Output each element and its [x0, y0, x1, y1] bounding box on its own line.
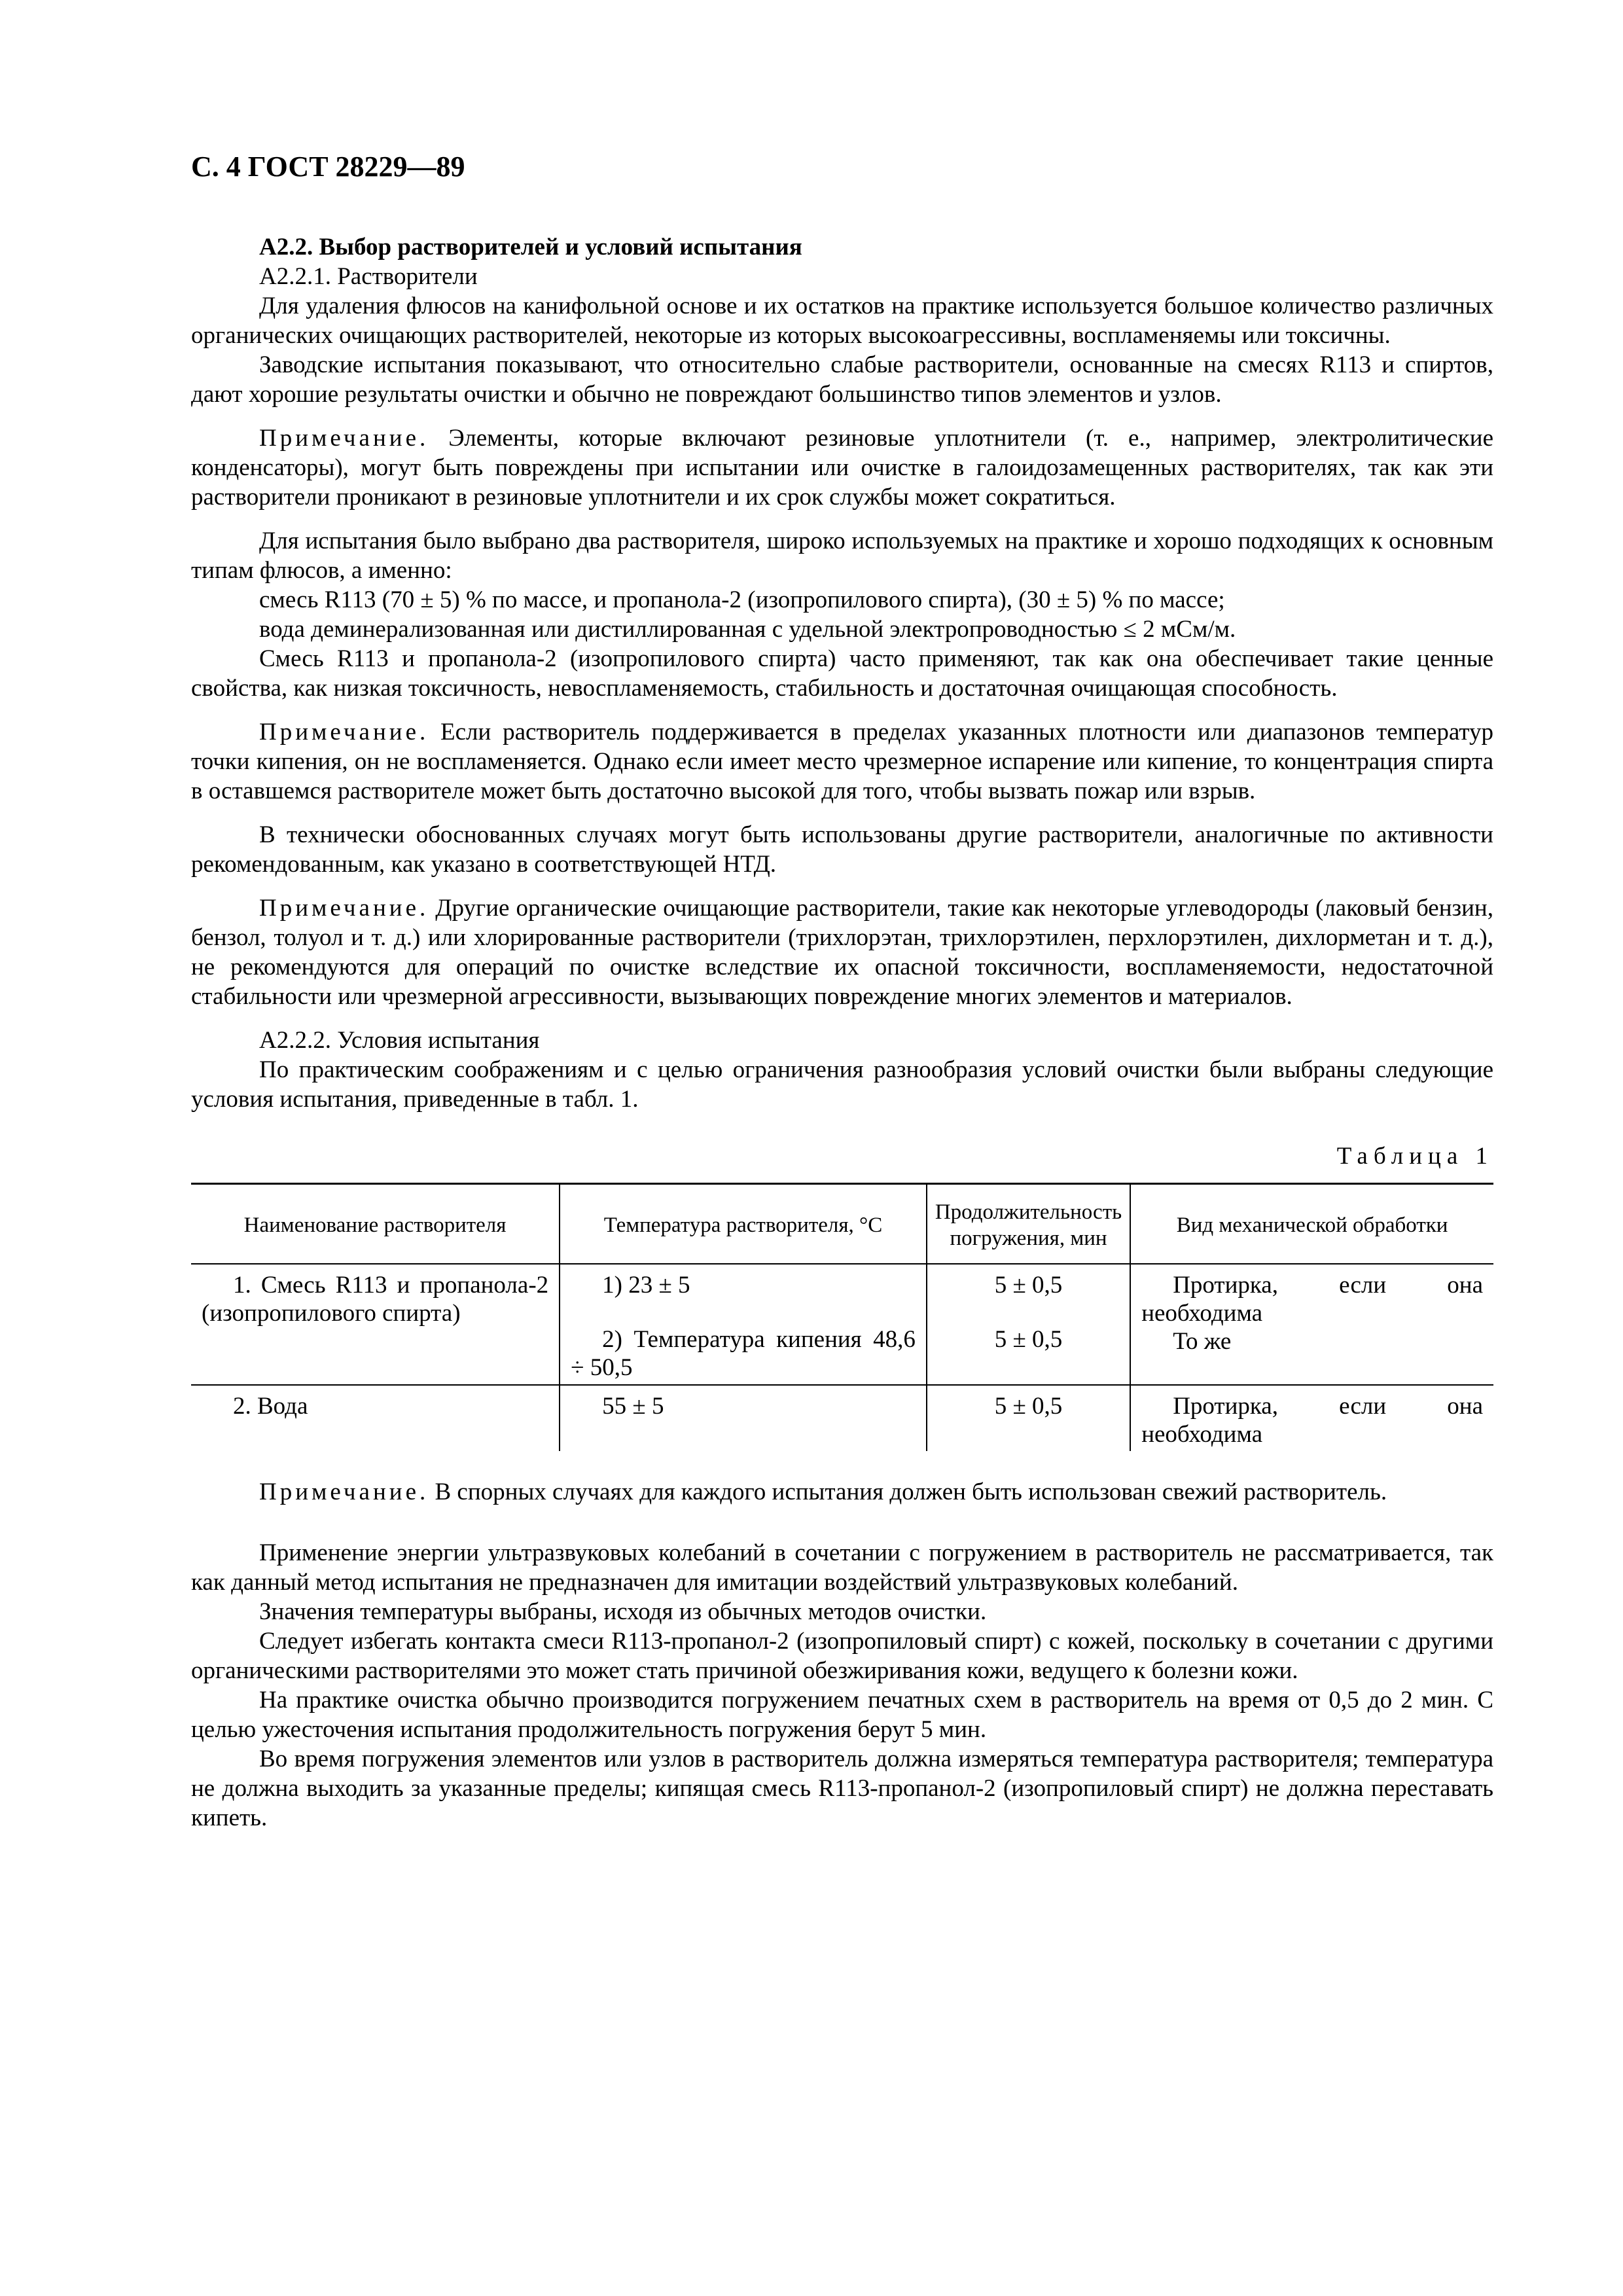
table-cell: 2. Вода: [233, 1393, 308, 1420]
paragraph: На практике очистка обычно производится погружением печатных схем в растворитель на время от 0,5 до 2 мин. С целью ужесточения испытания продолжительность погружения берут 5 мин.: [191, 1687, 1493, 1743]
note-label: Примечание.: [259, 1479, 429, 1505]
note-text: Если растворитель поддерживается в пределах указанных плотности или диапазонов температур точки кипения, он не воспламеняется. Однако если имеет место чрезмерное испарение или кипение, то концентрация спирта в оставшемся растворителе может быть достаточно высокой для того, чтобы вызвать пожар или взрыв.: [191, 719, 1493, 804]
page-header: С. 4 ГОСТ 28229—89: [191, 151, 465, 183]
list-item: смесь R113 (70 ± 5) % по массе, и пропанола-2 (изопропилового спирта), (30 ± 5) % по массе;: [259, 586, 1225, 613]
column-header: Продолжительность погружения, мин: [927, 1184, 1130, 1265]
paragraph: Применение энергии ультразвуковых колебаний в сочетании с погружением в растворитель не рассматривается, так как данный метод испытания не предназначен для имитации воздействий ультразвуковых колебаний.: [191, 1539, 1493, 1596]
subsection-title-conditions: А2.2.2. Условия испытания: [259, 1027, 540, 1054]
note-label: Примечание.: [259, 719, 429, 745]
paragraph: В технически обоснованных случаях могут быть использованы другие растворители, аналогичные по активности рекомендованным, как указано в соответствующей НТД.: [191, 821, 1493, 878]
note-text: Элементы, которые включают резиновые уплотнители (т. е., например, электролитические конденсаторы), могут быть повреждены при испытании или очистке в галоидозамещенных растворителях, так как эти растворители проникают в резиновые уплотнители и их срок службы может сократиться.: [191, 425, 1493, 511]
note: [191, 1477, 1493, 1507]
table-cell: 5 ± 0,5 5 ± 0,5: [927, 1264, 1130, 1385]
table-cell: Протирка, если она необходима: [1130, 1385, 1493, 1451]
table-cell: 1. Смесь R113 и пропанола-2 (изопропилового спирта): [191, 1264, 560, 1385]
paragraph: По практическим соображениям и с целью ограничения разнообразия условий очистки были выбраны следующие условия испытания, приведенные в табл. 1.: [191, 1056, 1493, 1113]
paragraph: Во время погружения элементов или узлов в растворитель должна измеряться температура растворителя; температура не должна выходить за указанные пределы; кипящая смесь R113-пропанол-2 (изопропиловый спирт) не должна переставать кипеть.: [191, 1746, 1493, 1831]
paragraph: Для удаления флюсов на канифольной основе и их остатков на практике используется большое количество различных органических очищающих растворителей, некоторые из которых высокоагрессивны, воспламеняемы или токсичны.: [191, 293, 1493, 349]
table-row: [191, 1385, 1493, 1451]
table-cell: 1) 23 ± 5 2) Температура кипения 48,6 ÷ 50,5: [560, 1264, 927, 1385]
subsection-title-solvents: А2.2.1. Растворители: [259, 263, 478, 290]
note: [191, 423, 1493, 512]
section-title: А2.2. Выбор растворителей и условий испытания: [259, 234, 802, 260]
paragraph: Для испытания было выбрано два растворителя, широко используемых на практике и хорошо подходящих к основным типам флюсов, а именно:: [191, 528, 1493, 584]
note-text: В спорных случаях для каждого испытания должен быть использован свежий растворитель.: [429, 1479, 1387, 1505]
table-header-row: [191, 1184, 1493, 1265]
table-cell: Протирка, если она необходима То же: [1130, 1264, 1493, 1385]
note: [191, 893, 1493, 1011]
note-text: Другие органические очищающие растворители, такие как некоторые углеводороды (лаковый бензин, бензол, толуол и т. д.) или хлорированные растворители (трихлорэтан, трихлорэтилен, перхлорэтилен, дихлорметан и т. д.), не рекомендуются для операций по очистке вследствие их опасной токсичности, воспламеняемости, недостаточной стабильности или чрезмерной агрессивности, вызывающих повреждение многих элементов и материалов.: [191, 895, 1493, 1010]
paragraph: Заводские испытания показывают, что относительно слабые растворители, основанные на смесях R113 и спиртов, дают хорошие результаты очистки и обычно не повреждают большинство типов элементов и узлов.: [191, 351, 1493, 408]
table-cell: 5 ± 0,5: [927, 1385, 1130, 1451]
note: [191, 717, 1493, 806]
note-label: Примечание.: [259, 425, 429, 452]
note-label: Примечание.: [259, 895, 429, 922]
table-row: [191, 1264, 1493, 1385]
table-caption: Таблица 1: [1336, 1143, 1493, 1170]
table-cell: 55 ± 5: [560, 1385, 927, 1451]
column-header: Наименование растворителя: [191, 1184, 560, 1265]
conditions-table: [191, 1183, 1493, 1451]
document-body: [191, 232, 1493, 1833]
column-header: Температура растворителя, °С: [560, 1184, 927, 1265]
paragraph: Значения температуры выбраны, исходя из обычных методов очистки.: [259, 1598, 987, 1625]
paragraph: Следует избегать контакта смеси R113-пропанол-2 (изопропиловый спирт) с кожей, поскольку в сочетании с другими органическими растворителями это может стать причиной обезжиривания кожи, ведущего к болезни кожи.: [191, 1628, 1493, 1684]
column-header: Вид механической обработки: [1130, 1184, 1493, 1265]
list-item: вода деминерализованная или дистиллированная с удельной электропроводностью ≤ 2 мСм/м.: [259, 616, 1236, 643]
paragraph: Смесь R113 и пропанола-2 (изопропилового спирта) часто применяют, так как она обеспечивает такие ценные свойства, как низкая токсичность, невоспламеняемость, стабильность и достаточная очищающая способность.: [191, 645, 1493, 702]
